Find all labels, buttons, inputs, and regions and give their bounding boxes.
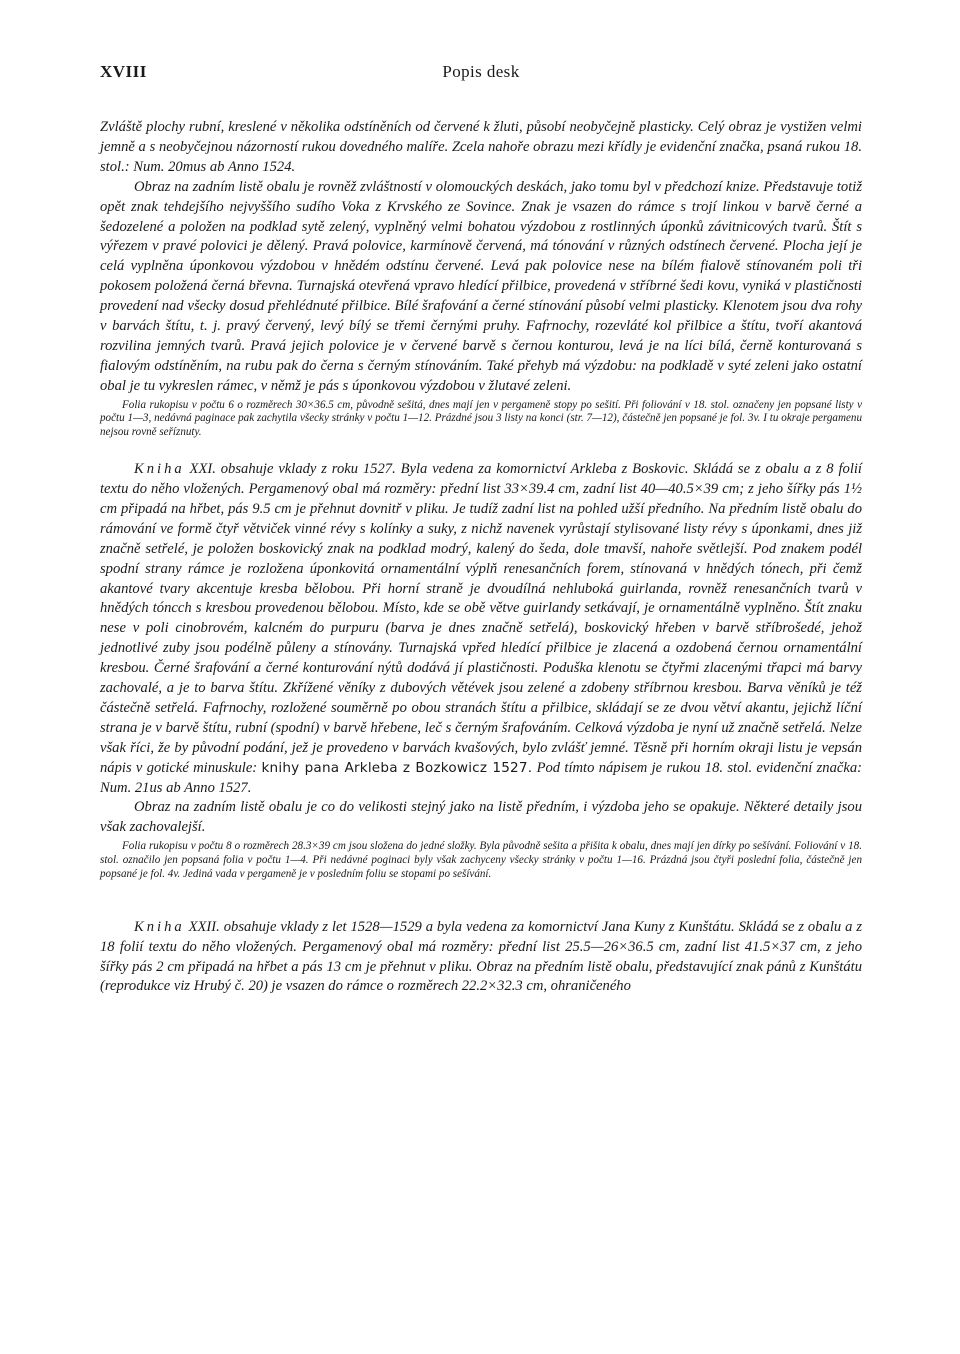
paragraph-zadni-list: Obraz na zadním listě obalu je rovněž zvláštností v olomouckých deskách, jako tomu byl v předchozí knize. Představuje totiž opět znak tehdejšího nejvyššího sudího Voka z Krvského ze Sovince. Znak je vsazen do rámce s trojí linkou v barvě černé a šedozelené a položen na podklad sytě zelený, vyplněný velmi bohatou výzdobou z rostlinných úponků závitnicových tvarů. Štít s výřezem v pravé polovici je dělený. Pravá polovice, karmínově červená, má tónování v různých odstínech červené. Plocha její je celá vyplněna úponkovou výzdobou v hnědém odstínu červené. Levá pak polovice nese na bílém fialově stínovaném poli tři pokosem položená černá břevna. Turnajská otevřená vpravo hledící přilbice, provedená v stříbrné šedi kovu, vyniká v plastičnosti provedení nad všecky dosud přehlédnuté přilbice. Bílé šrafování a černé stínování působí velmi plasticky. Klenotem jsou dva rohy v barvách štítu, t. j. pravý červený, levý bílý se třemi černými pruhy. Fafrnochy, rozevláté kol přilbice a štítu, tvoří akantová rozvilina jemných tvarů. Pravá jejich polovice je v červené barvě s černou konturou, levá je na líci bílá, černě konturovaná s fialovým odstíněním, na rubu pak do černa s černým stínováním. Také přehyb má výzdobu: na podkladě v syté zeleni jako ostatní obal je tu vykreslen rámec, v němž je pás s úponkovou výzdobou v žlutavé zeleni.: [100, 178, 862, 394]
folio-number: XVIII: [100, 62, 147, 81]
kniha-xxi-tail: Pod tímto nápisem je rukou 18. stol. evidenční značka: Num. 21us ab Anno 1527.: [100, 759, 862, 796]
paragraph-kniha-xxii: [100, 918, 862, 998]
paragraph-plochy: Zvláště plochy rubní, kreslené v několika odstíněních od červené k žluti, působí neobyčejně plasticky. Celý obraz je vystižen velmi jemně a s neobyčejnou názorností rukou dovedného malíře. Zcela nahoře obrazu mezi křídly je evidenční značka, psaná rukou 18. stol.: Num. 20mus ab Anno 1524.: [100, 119, 862, 175]
book-heading-word: Kniha: [134, 461, 185, 478]
kniha-xxi-text: XXI. obsahuje vklady z roku 1527. Byla vedena za komornictví Arkleba z Boskovic. Skládá se z obalu a z 8 folií textu do něho vložených. Pergamenový obal má rozměry: přední list 33×39.4 cm, zadní list 40—40.5×39 cm; z jeho šířky pás 1½ cm připadá na hřbet, pás 9.5 cm je přehnut dovnitř v pliku. Je tudíž zadní list na pohled užší předního. Na předním listě obalu do rámování ve formě čtyř větviček vinné révy s kolínky a suky, z nichž navenek vyrůstají stylisované listy révy s úponkami, dnes již značně setřelé, je položen boskovický znak na podklad modrý, kalený do šeda, dole tmavší, nahoře světlejší. Pod znakem podél spodní strany rámce je rozložena úponkovitá ornamentální výplň renesančních forem, stínovaná v hnědých tónech, při čemž akantové tvary akcentuje kresba bělobou. Při horní straně je dvoudílná nehluboká guirlanda, rovněž renesančních tvarů v hnědých tóncch s kresbou provedenou bělobou. Místo, kde se obě větve guirlandy setkávají, je ornamentálně vyplněno. Štít znaku nese v poli cinobrovém, kalcném do purpuru (barva je dnes značně setřelá), boskovický hřeben v barvě stříbrošedé, jehož jednotlivé zuby jsou podélně půleny a stínovány. Turnajská vpřed hledící přilbice je zlacená a ozdobená černou ornamentální kresbou. Černé šrafování a černé konturování nýtů dodává jí plastičnosti. Poduška klenotu se čtyřmi zlacenými třapci má barvy zachovalé, a je to barva štítu. Zkřížené věníky z dubových větévek jsou zelené a zdobeny stříbrnou kresbou. Barva věníků je též částečně setřelá. Fafrnochy, rozložené souměrně po obou stranách štítu a přilbice, skládají se ze dvou větví akantu, jejichž líční strana je v barvě štítu, rubní (spodní) v barvě hřebene, leč s černým šrafováním. Celková výzdoba je nyní už značně setřelá. Nelze však říci, že by původní podání, jež je provedeno v barvách kvašových, bylo zvlášť jemné. Těsně při horním okraji listu je vepsán nápis v gotické minuskule:: [100, 461, 862, 776]
paragraph-kniha-xxi: [100, 460, 862, 798]
body-text: [100, 118, 862, 997]
book-heading-word: Kniha: [134, 918, 185, 935]
running-title: Popis desk: [442, 62, 520, 81]
footnote-folia-xx: Folia rukopisu v počtu 6 o rozměrech 30×36.5 cm, původně sešitá, dnes mají jen v pergameně stopy po sešití. Při foliování v 18. stol. označeny jen popsané listy v počtu 1—3, nedávná paginace pak zachytila všecky stránky v počtu 1—12. Prázdné jsou 3 listy na konci (str. 7—12), částečně jen popsané je fol. 3v. I tu okraje pergamenu nejsou rovně seříznuty.: [100, 398, 862, 439]
footnote-folia-xxi: Folia rukopisu v počtu 8 o rozměrech 28.3×39 cm jsou složena do jedné složky. Byla původně sešita a přišita k obalu, dnes mají jen dírky po sešívání. Foliování v 18. stol. označilo jen popsaná folia v počtu 1—4. Při nedávné poginaci byly však zachyceny všecky stránky v počtu 1—16. Prázdná jsou čtyři poslední folia, částečně jen popsané je fol. 4v. Jediná vada v pergameně je v posledním foliu se stopami po sešívání.: [100, 840, 862, 880]
gothic-inscription: knihy pana Arkleba z Bozkowicz 1527.: [261, 759, 533, 776]
running-head: [100, 62, 862, 86]
kniha-xxii-text: XXII. obsahuje vklady z let 1528—1529 a byla vedena za komornictví Jana Kuny z Kunštátu. Skládá se z obalu a z 18 folií textu do něho vložených. Pergamenový obal má rozměry: přední list 25.5—26×36.5 cm, zadní list 41.5×37 cm, z jeho šířky pás 2 cm připadá na hřbet a pás 13 cm je přehnut v pliku. Obraz na předním listě obalu, představující znak pánů z Kunštátu (reprodukce viz Hrubý č. 20) je vsazen do rámce o rozměrech 22.2×32.3 cm, ohraničeného: [100, 918, 862, 995]
paragraph-zadni-list-xxi: Obraz na zadním listě obalu je co do velikosti stejný jako na listě předním, i výzdoba jeho se opakuje. Některé detaily jsou však zachovalejší.: [100, 799, 862, 836]
